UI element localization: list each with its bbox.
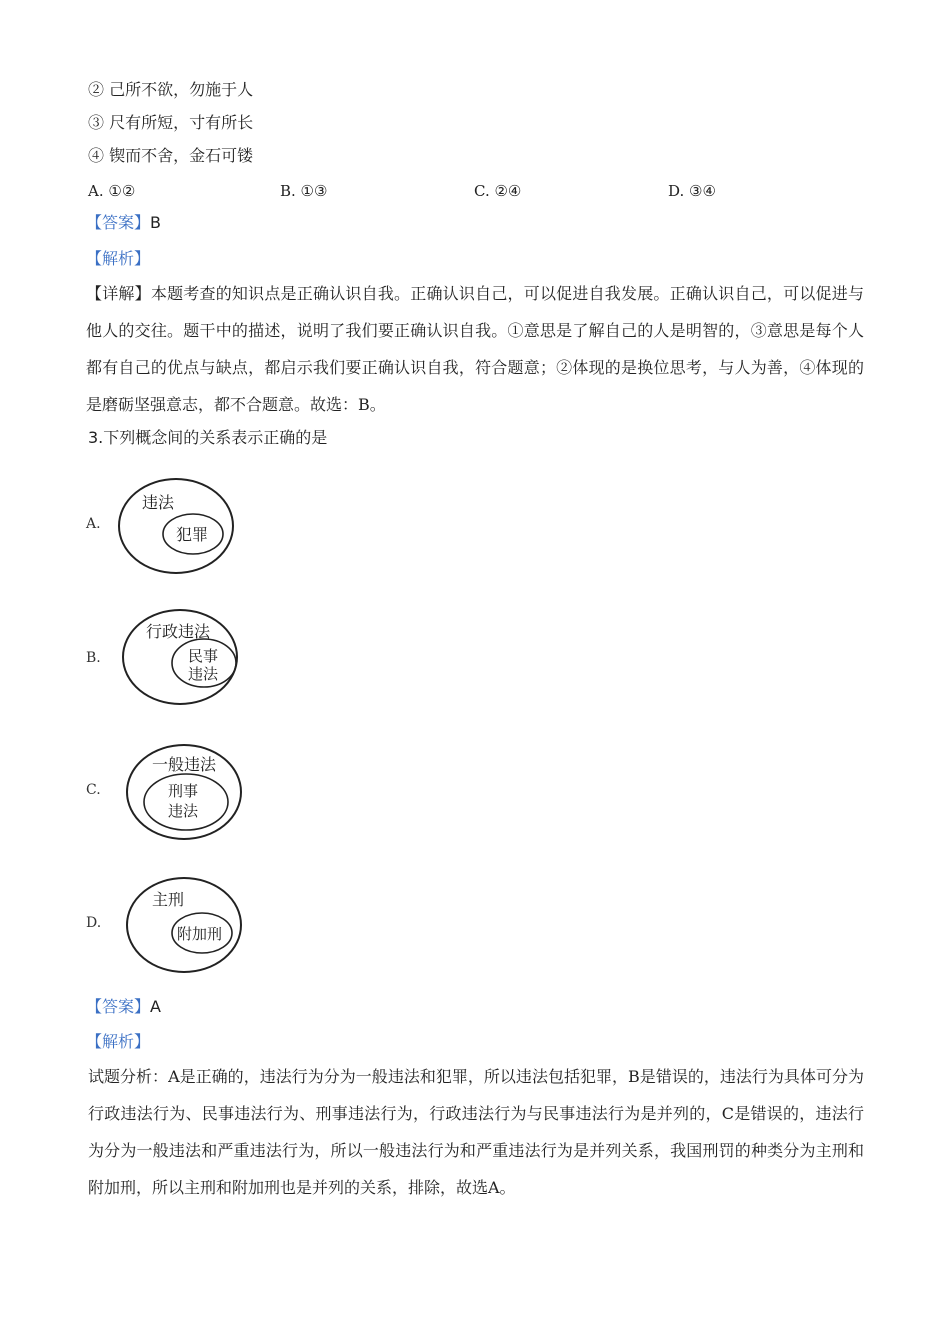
diagram-a-letter: A.	[86, 516, 101, 532]
diagram-b-letter: B.	[86, 650, 101, 666]
diagram-c-letter: C.	[86, 782, 101, 798]
analysis-tag: 【解析】	[86, 1032, 151, 1051]
venn-diagram-b	[118, 605, 242, 709]
detail-tag: 【详解】	[86, 284, 151, 303]
q3-answer-line	[86, 997, 161, 1017]
inner-label: 犯罪	[176, 525, 209, 544]
option-b: B. ①③	[280, 182, 328, 200]
q2-answer-line	[86, 213, 161, 233]
diagram-d-letter: D.	[86, 915, 102, 931]
statement-4: ④ 锲而不舍，金石可镂	[88, 146, 254, 165]
outer-label: 一般违法	[152, 755, 217, 774]
answer-value: B	[150, 213, 161, 232]
detail-text: 本题考查的知识点是正确认识自我。正确认识自己，可以促进自我发展。正确认识自己，可以促进与他人的交往。题干中的描述，说明了我们要正确认识自我。①意思是了解自己的人是明智的，③意思是每个人都有自己的优点与缺点，都启示我们要正确认识自我，符合题意；②体现的是换位思考，与人为善，④体现的是磨砺坚强意志，都不合题意。故选：B。	[86, 284, 864, 414]
q3-analysis-paragraph: 试题分析：A是正确的，违法行为分为一般违法和犯罪，所以违法包括犯罪，B是错误的，违法行为具体可分为行政违法行为、民事违法行为、刑事违法行为，行政违法行为与民事违法行为是并列的，C是错误的，违法行为分为一般违法和严重违法行为，所以一般违法行为和严重违法行为是并列关系，我国刑罚的种类分为主刑和附加刑，所以主刑和附加刑也是并列的关系，排除，故选A。	[88, 1067, 864, 1197]
outer-label: 主刑	[152, 890, 185, 909]
q2-detail-paragraph	[86, 275, 864, 423]
inner-label-line2: 违法	[168, 802, 199, 820]
statement-3: ③ 尺有所短，寸有所长	[88, 113, 254, 132]
venn-diagram-d	[122, 873, 246, 977]
option-a: A. ①②	[88, 182, 136, 200]
venn-diagram-c	[122, 740, 246, 844]
outer-label: 违法	[142, 493, 175, 512]
question-3-stem: 3.下列概念间的关系表示正确的是	[88, 428, 328, 447]
answer-tag: 【答案】	[86, 997, 151, 1016]
answer-tag: 【答案】	[86, 213, 151, 232]
statement-2: ② 己所不欲，勿施于人	[88, 80, 254, 99]
answer-value: A	[150, 997, 161, 1016]
inner-label-line2: 违法	[188, 665, 219, 683]
analysis-tag: 【解析】	[86, 249, 151, 268]
option-d: D. ③④	[668, 182, 716, 200]
venn-diagram-a	[112, 474, 242, 578]
inner-label: 附加刑	[177, 925, 223, 943]
inner-label-line1: 民事	[188, 647, 219, 665]
inner-label-line1: 刑事	[168, 782, 199, 800]
outer-label: 行政违法	[146, 622, 211, 641]
option-c: C. ②④	[474, 182, 522, 200]
